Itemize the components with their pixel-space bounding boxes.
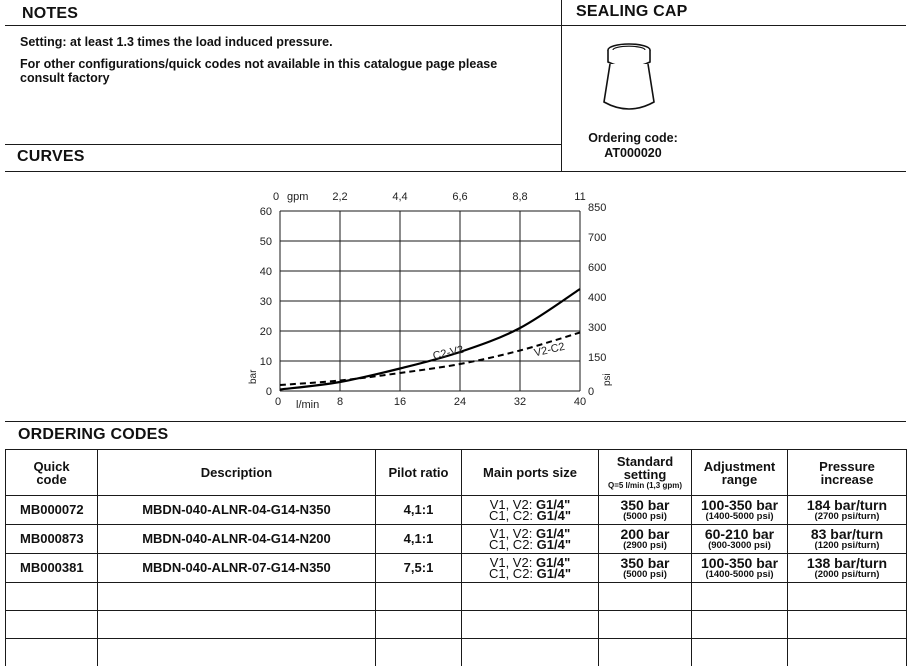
note-other-config-line2: consult factory: [20, 71, 110, 85]
cell-standard-setting: [599, 525, 692, 554]
col-quick-code: [6, 450, 98, 496]
cell-description: MBDN-040-ALNR-04-G14-N200: [98, 525, 376, 554]
ports-v-prefix: V1, V2:: [489, 555, 536, 570]
col-pressure-increase: [788, 450, 907, 496]
ports-v-size: G1/4": [535, 497, 571, 512]
ports-v-size: G1/4": [535, 555, 571, 570]
cell-description: MBDN-040-ALNR-07-G14-N350: [98, 554, 376, 583]
cell-standard-setting: [599, 554, 692, 583]
x-tick-label: 24: [453, 396, 467, 408]
cell-pilot-ratio: 4,1:1: [376, 525, 462, 554]
cell-ports: [462, 496, 599, 525]
y2-tick-label: 850: [588, 202, 607, 214]
increase-psi: (2700 psi/turn): [814, 510, 880, 522]
cell-quick-code: MB000072: [6, 496, 98, 525]
x2-tick-label: 11: [574, 191, 586, 203]
col-adjustment-range: [692, 450, 788, 496]
cell-pilot-ratio: 7,5:1: [376, 554, 462, 583]
y2-tick-label: 600: [588, 262, 607, 274]
setting-psi: (2900 psi): [623, 539, 667, 551]
cell-ports: [462, 554, 599, 583]
series-label-c2-v2: C2-V2: [431, 343, 465, 363]
y2-tick-label: 300: [588, 322, 607, 334]
x-axis-label: l/min: [296, 399, 320, 411]
table-row: [6, 496, 907, 525]
ports-v-prefix: V1, V2:: [489, 497, 536, 512]
cell-pressure-increase: [788, 525, 907, 554]
header-adj-line1: Adjustment: [703, 458, 776, 474]
chart-series: [280, 289, 580, 390]
x2-tick-label: 8,8: [512, 191, 528, 203]
col-standard-setting: [599, 450, 692, 496]
range-bar: 100-350 bar: [700, 496, 779, 513]
y-tick-label: 30: [259, 296, 272, 308]
ports-c-prefix: C1, C2:: [488, 508, 537, 523]
cell-ports: [462, 525, 599, 554]
cell-quick-code: MB000873: [6, 525, 98, 554]
y-tick-label: 10: [259, 356, 272, 368]
x-tick-label: 8: [336, 396, 344, 408]
empty-row: [6, 639, 907, 666]
ports-c-size: G1/4": [536, 537, 572, 552]
cell-adjustment-range: [692, 525, 788, 554]
x2-tick-label: 0: [272, 191, 280, 203]
ordering-top-border: [5, 421, 906, 422]
x2-tick-label: 6,6: [452, 191, 468, 203]
cell-standard-setting: [599, 496, 692, 525]
y2-tick-label: 150: [588, 352, 607, 364]
note-other-config-line1: For other configurations/quick codes not available in this catalogue page please: [20, 57, 498, 71]
header-std-condition: Q=5 l/min (1,3 gpm): [607, 481, 682, 490]
increase-bar: 184 bar/turn: [806, 496, 888, 513]
empty-row: [6, 583, 907, 611]
cell-pressure-increase: [788, 554, 907, 583]
x2-tick-label: 2,2: [332, 191, 348, 203]
range-psi: (1400-5000 psi): [705, 568, 774, 580]
setting-psi: (5000 psi): [623, 510, 667, 522]
increase-psi: (1200 psi/turn): [814, 539, 880, 551]
cell-adjustment-range: [692, 554, 788, 583]
ports-c-prefix: C1, C2:: [488, 566, 537, 581]
col-main-ports-size: Main ports size: [462, 450, 599, 496]
y-tick-label: 0: [265, 386, 272, 398]
y-tick-label: 40: [259, 266, 272, 278]
header-std-line2: setting: [623, 467, 667, 482]
notes-heading: NOTES: [22, 5, 79, 22]
increase-psi: (2000 psi/turn): [814, 568, 880, 580]
setting-bar: 350 bar: [620, 496, 670, 513]
ordering-codes-table: [5, 449, 907, 666]
table-row: [6, 525, 907, 554]
ordering-code-label: Ordering code:: [588, 131, 678, 145]
y2-tick-label: 700: [588, 232, 607, 244]
col-pilot-ratio: Pilot ratio: [376, 450, 462, 496]
note-setting: Setting: at least 1.3 times the load induced pressure.: [20, 35, 333, 49]
ordering-code-value: AT000020: [604, 146, 662, 160]
increase-bar: 83 bar/turn: [810, 525, 884, 542]
setting-psi: (5000 psi): [623, 568, 667, 580]
x2-tick-label: 4,4: [392, 191, 408, 203]
header-press-line2: increase: [820, 471, 874, 487]
range-psi: (900-3000 psi): [708, 539, 771, 551]
ports-c-line: [462, 568, 598, 579]
ordering-codes-heading: ORDERING CODES: [18, 426, 169, 443]
cell-description: MBDN-040-ALNR-04-G14-N350: [98, 496, 376, 525]
ports-c-size: G1/4": [536, 566, 572, 581]
cell-quick-code: MB000381: [6, 554, 98, 583]
increase-bar: 138 bar/turn: [806, 554, 888, 571]
ports-c-prefix: C1, C2:: [488, 537, 537, 552]
x-tick-label: 40: [573, 396, 587, 408]
series-label-v2-c2: V2-C2: [532, 340, 567, 360]
ports-c-line: [462, 510, 598, 521]
series-c2-v2: [280, 289, 580, 390]
x2-axis-label: gpm: [287, 191, 309, 203]
range-bar: 100-350 bar: [700, 554, 779, 571]
header-std-line1: Standard: [616, 454, 674, 469]
x-tick-label: 32: [513, 396, 527, 408]
cell-adjustment-range: [692, 496, 788, 525]
chart-grid: [280, 211, 580, 391]
header-quick-line2: code: [36, 471, 67, 487]
ports-v-size: G1/4": [535, 526, 571, 541]
x-tick-label: 16: [393, 396, 407, 408]
setting-bar: 350 bar: [620, 554, 670, 571]
curves-heading: CURVES: [17, 148, 85, 165]
y-tick-label: 20: [259, 326, 272, 338]
empty-row: [6, 611, 907, 639]
ports-v-prefix: V1, V2:: [489, 526, 536, 541]
range-psi: (1400-5000 psi): [705, 510, 774, 522]
y-axis-label: bar: [248, 369, 259, 384]
ports-c-line: [462, 539, 598, 550]
header-adj-line2: range: [721, 471, 758, 487]
x-tick-label: 0: [274, 396, 282, 408]
y2-tick-label: 400: [588, 292, 607, 304]
y2-axis-label: psi: [602, 373, 613, 386]
setting-bar: 200 bar: [620, 525, 670, 542]
table-header-row: [6, 450, 907, 496]
y-tick-label: 50: [259, 236, 272, 248]
ports-c-size: G1/4": [536, 508, 572, 523]
col-description: Description: [98, 450, 376, 496]
cell-pilot-ratio: 4,1:1: [376, 496, 462, 525]
header-press-line1: Pressure: [819, 458, 875, 474]
header-quick-line1: Quick: [33, 458, 70, 474]
range-bar: 60-210 bar: [704, 525, 775, 542]
sealing-cap-heading: SEALING CAP: [576, 3, 688, 20]
y-tick-label: 60: [259, 206, 272, 218]
table-row: [6, 554, 907, 583]
y2-tick-label: 0: [588, 386, 595, 398]
cell-pressure-increase: [788, 496, 907, 525]
